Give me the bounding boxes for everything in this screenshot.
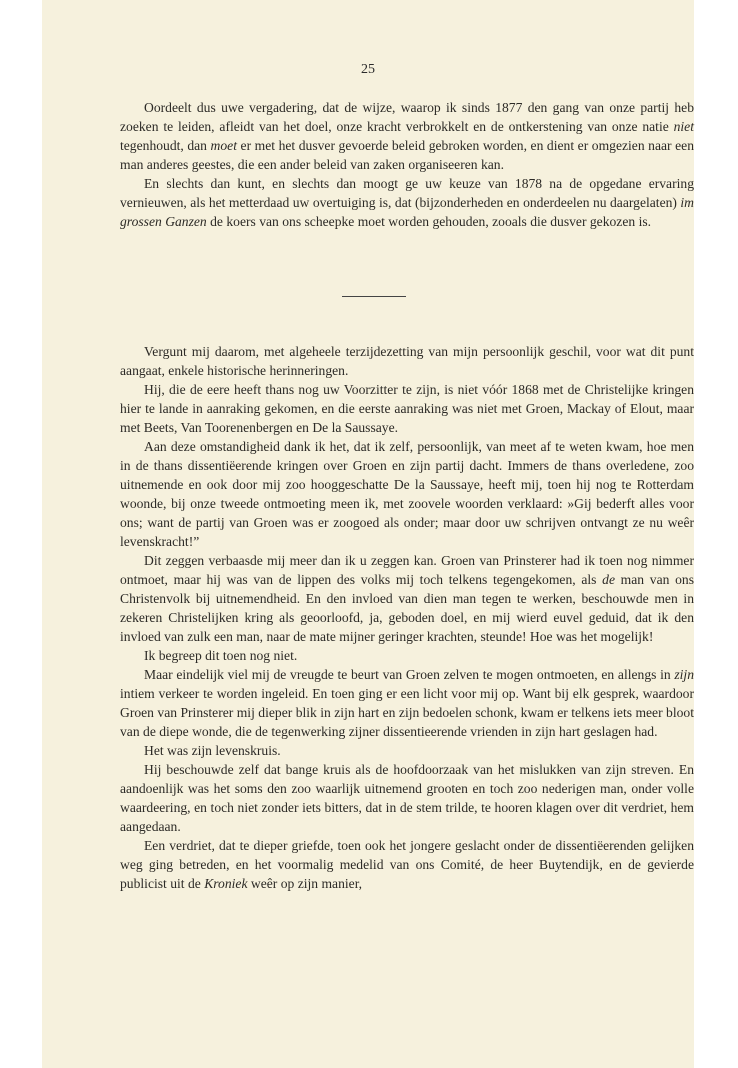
paragraph [120, 551, 694, 646]
text-run: intiem verkeer te worden ingeleid. En toen ging er een licht voor mij op. Want bij elk gesprek, waardoor Groen van Prinsterer mij dieper blik in zijn hart en zijn bedoelen schonk, kwam er telkens iets meer bloot van de diepe wonde, die de tegenwerking zijner dissentieerende vrienden in zijn hart geslagen had. [120, 686, 694, 739]
italic-text: Kroniek [204, 876, 248, 891]
section-1-text [120, 98, 694, 231]
italic-text: de [602, 572, 615, 587]
text-run: Dit zeggen verbaasde mij meer dan ik u zeggen kan. Groen van Prinsterer had ik toen nog nimmer ontmoet, maar hij was van de lippen des volks mij toch telkens tegengekomen, als [120, 553, 694, 587]
paragraph [120, 646, 694, 665]
text-run: weêr op zijn manier, [247, 876, 363, 891]
text-run: En slechts dan kunt, en slechts dan moogt ge uw keuze van 1878 na de opgedane ervaring vernieuwen, als het metterdaad uw overtuiging is, dat (bijzonderheden en onderdeelen nu daargelaten) [120, 176, 694, 210]
italic-text: zijn [674, 667, 694, 682]
paragraph [120, 665, 694, 741]
text-run: Vergunt mij daarom, met algeheele terzijdezetting van mijn persoonlijk geschil, voor wat dit punt aangaat, enkele historische herinneringen. [120, 344, 694, 378]
book-page [42, 0, 694, 1068]
paragraph [120, 174, 694, 231]
paragraph [120, 836, 694, 893]
text-run: de koers van ons scheepke moet worden gehouden, zooals die dusver gekozen is. [206, 214, 652, 229]
text-run: Hij, die de eere heeft thans nog uw Voorzitter te zijn, is niet vóór 1868 met de Christelijke kringen hier te lande in aanraking gekomen, en die eerste aanraking was niet met Groen, Mackay of Elout, maar met Beets, Van Toorenenbergen en De la Saussaye. [120, 382, 694, 435]
italic-text: niet [673, 119, 694, 134]
paragraph [120, 760, 694, 836]
text-run: Ik begreep dit toen nog niet. [144, 648, 298, 663]
section-2-text [120, 342, 694, 893]
italic-text: im grossen Ganzen [120, 195, 694, 229]
text-run: Oordeelt dus uwe vergadering, dat de wijze, waarop ik sinds 1877 den gang van onze partij heb zoeken te leiden, afleidt van het doel, onze kracht verbrokkelt en de ontkerstening van onze natie [120, 100, 694, 134]
paragraph [120, 437, 694, 551]
text-run: man van ons Christenvolk bij uitnemendheid. En den invloed van dien man tegen te werken, beschouwde men in zekeren Christelijken kring als geoorloofd, ja, geboden doel, en mij wierd euvel geduid, dat ik den invloed van zulk een man, naar de mate mijner geringer krachten, steunde! Hoe was het mogelijk! [120, 572, 694, 644]
text-run: Maar eindelijk viel mij de vreugde te beurt van Groen zelven te mogen ontmoeten, en allengs in [144, 667, 675, 682]
paragraph [120, 380, 694, 437]
section-divider [342, 296, 406, 297]
italic-text: moet [210, 138, 237, 153]
paragraph [120, 98, 694, 174]
text-run: Hij beschouwde zelf dat bange kruis als de hoofdoorzaak van het mislukken van zijn streven. En aandoenlijk was het soms den zoo waarlijk uitnemend grooten en toch zoo nederigen man, onder volle waardeering, en toch niet zonder iets bitters, dat in de stem trilde, te hooren klagen over dit verdriet, hem aangedaan. [120, 762, 694, 834]
text-run: Aan deze omstandigheid dank ik het, dat ik zelf, persoonlijk, van meet af te weten kwam, hoe men in de thans dissentiëerende kringen over Groen en zijn partij dacht. Immers de thans overledene, zoo uitnemende en ook door mij zoo hooggeschatte De la Saussaye, heeft mij, toen hij nog te Rotterdam woonde, bij onze tweede ontmoeting meen ik, met zoovele woorden verklaard: »Gij bederft alles voor ons; want de partij van Groen was er zoogoed als onder; maar door uw schrijven ontvangt ze nu weêr levenskracht!” [120, 439, 694, 549]
page-number: 25 [361, 62, 375, 77]
text-run: Een verdriet, dat te dieper griefde, toen ook het jongere geslacht onder de dissentiëerenden gelijken weg ging betreden, en het voormalig medelid van ons Comité, de heer Buytendijk, en de gevierde publicist uit de [120, 838, 694, 891]
text-run: tegenhoudt, dan [120, 138, 211, 153]
paragraph [120, 342, 694, 380]
text-run: Het was zijn levenskruis. [144, 743, 281, 758]
paragraph [120, 741, 694, 760]
text-run: er met het dusver gevoerde beleid gebroken worden, en dient er omgezien naar een man anderes geestes, die een ander beleid van zaken organiseeren kan. [120, 138, 694, 172]
